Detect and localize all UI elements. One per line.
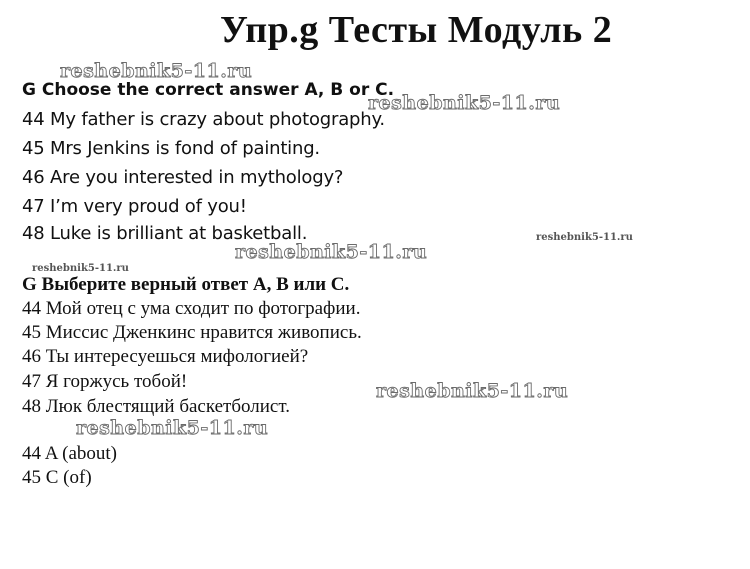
english-line-48: 48 Luke is brilliant at basketball. [22, 223, 308, 244]
watermark: reshebnik5-11.ru [368, 92, 561, 114]
russian-line-45: 45 Миссис Дженкинс нравится живопись. [22, 322, 362, 343]
russian-line-44: 44 Мой отец с ума сходит по фотографии. [22, 298, 361, 319]
watermark: reshebnik5-11.ru [235, 241, 428, 263]
english-line-46: 46 Are you interested in mythology? [22, 167, 344, 188]
watermark: reshebnik5-11.ru [76, 417, 269, 439]
english-line-44: 44 My father is crazy about photography. [22, 109, 385, 130]
watermark: reshebnik5-11.ru [60, 60, 253, 82]
answer-44: 44 A (about) [22, 443, 117, 464]
answer-45: 45 C (of) [22, 467, 92, 488]
russian-line-47: 47 Я горжусь тобой! [22, 371, 188, 392]
russian-task-heading: G Выберите верный ответ A, B или C. [22, 274, 350, 295]
russian-line-46: 46 Ты интересуешься мифологией? [22, 346, 309, 367]
russian-line-48: 48 Люк блестящий баскетболист. [22, 396, 290, 417]
page-title: Упр.g Тесты Модуль 2 [220, 9, 613, 51]
watermark: reshebnik5-11.ru [536, 232, 633, 243]
watermark: reshebnik5-11.ru [376, 380, 569, 402]
english-line-47: 47 I’m very proud of you! [22, 196, 247, 217]
english-line-45: 45 Mrs Jenkins is fond of painting. [22, 138, 320, 159]
watermark: reshebnik5-11.ru [32, 263, 129, 274]
english-task-heading: G Choose the correct answer A, B or C. [22, 80, 395, 100]
